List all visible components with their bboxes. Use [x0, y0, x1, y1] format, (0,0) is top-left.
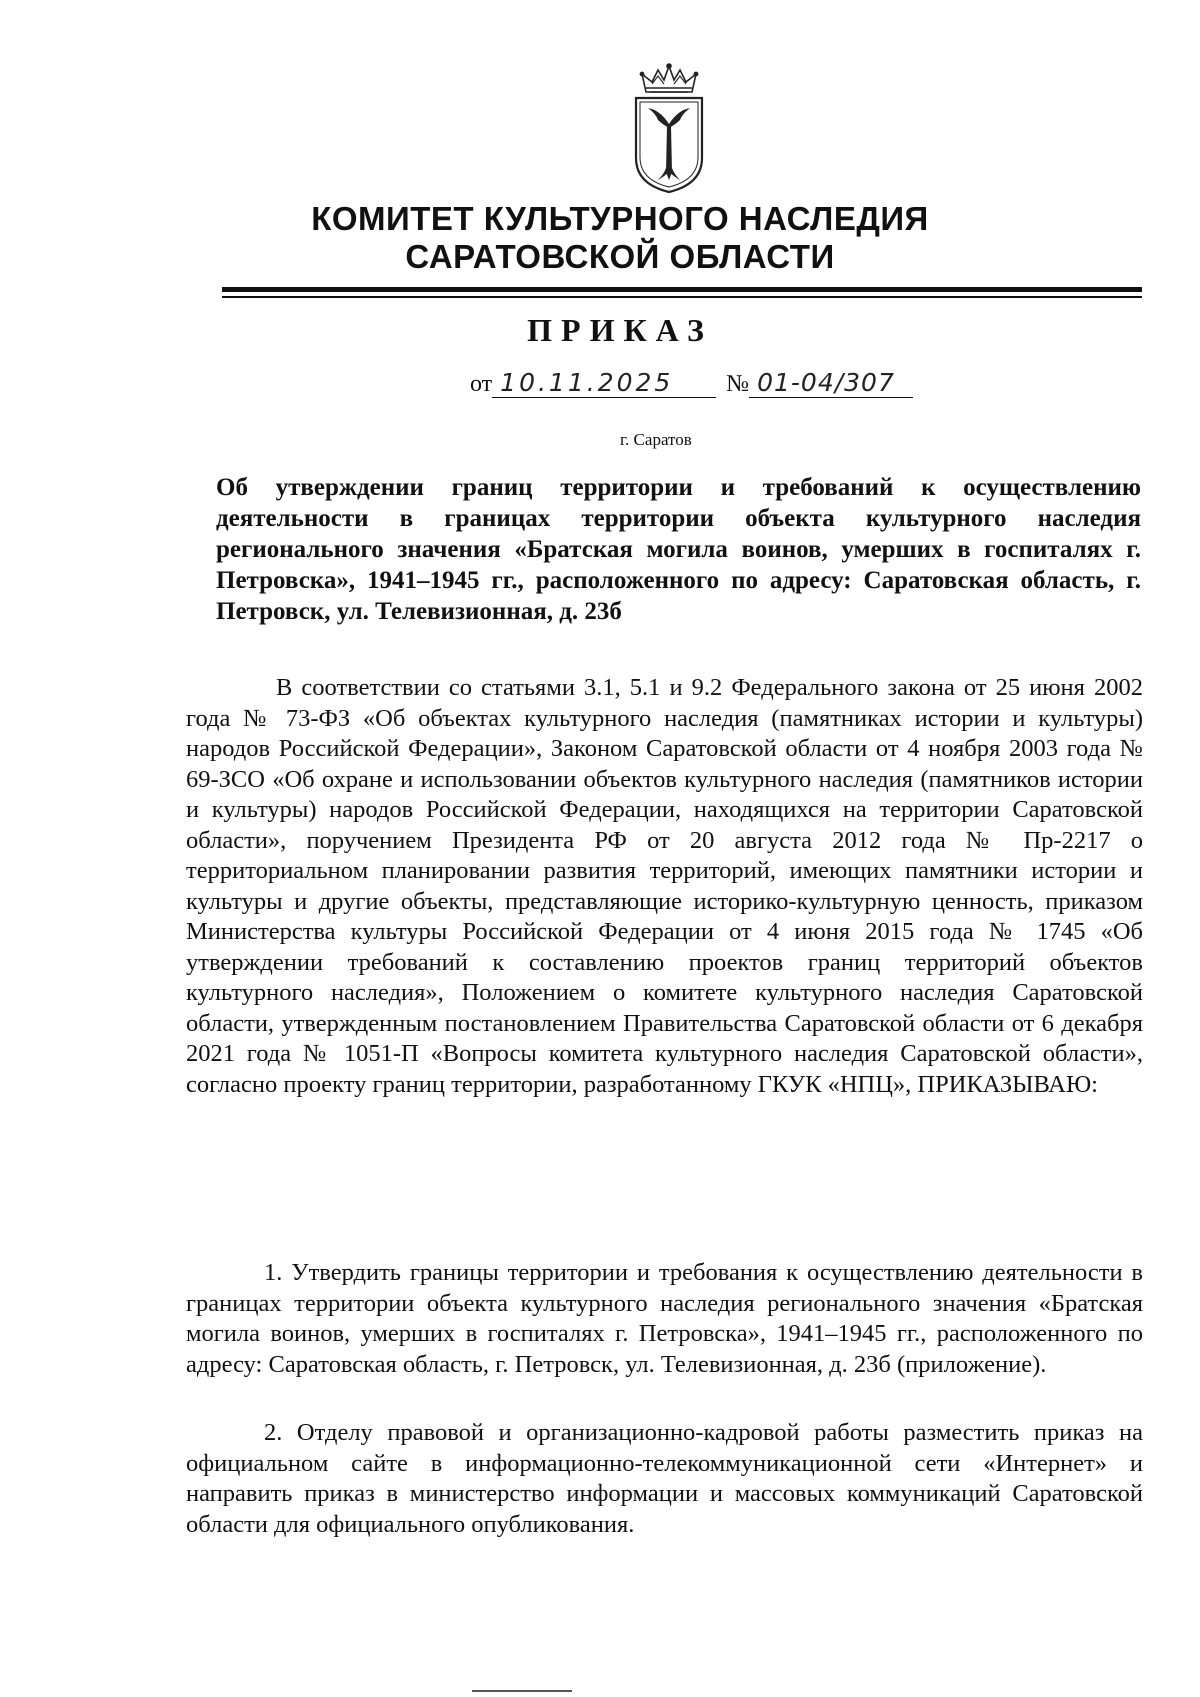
document-type-title: ПРИКАЗ — [527, 312, 713, 348]
header-divider-thin — [222, 296, 1142, 298]
handwritten-date: 10.11.2025 — [492, 368, 716, 398]
order-subject: Об утверждении границ территории и требований к осуществлению деятельности в границах территории объекта культурного наследия регионального значения «Братская могила воинов, умерших в госпиталях г. Петровска», 1941–1945 гг., расположенного по адресу: Саратовская область, г. Петровск, ул. Телевизионная, д. 23б — [216, 474, 1141, 625]
order-item-2: 2. Отделу правовой и организационно-кадровой работы разместить приказ на официальном сайте в информационно-телекоммуникационной сети «Интернет» и направить приказ в министерство информации и массовых коммуникаций Саратовской области для официального опубликования. — [186, 1419, 1143, 1538]
organization-name-line2: САРАТОВСКОЙ ОБЛАСТИ — [405, 238, 835, 275]
order-item-1: 1. Утвердить границы территории и требования к осуществлению деятельности в границах территории объекта культурного наследия регионального значения «Братская могила воинов, умерших в госпиталях г. Петровска», 1941–1945 гг., расположенного по адресу: Саратовская область, г. Петровск, ул. Телевизионная, д. 23б (приложение). — [186, 1259, 1143, 1378]
saratov-coat-of-arms-icon — [628, 62, 710, 194]
preamble-paragraph: В соответствии со статьями 3.1, 5.1 и 9.2 Федерального закона от 25 июня 2002 года № 73-ФЗ «Об объектах культурного наследия (памятниках истории и культуры) народов Российской Федерации», Законом Саратовской области от 4 ноября 2003 года № 69-ЗСО «Об охране и использовании объектов культурного наследия (памятников истории и культуры) народов Российской Федерации, находящихся на территории Саратовской области», поручением Президента РФ от 20 августа 2012 года № Пр-2217 о территориальном планировании развития территорий, имеющих памятники истории и культуры и другие объекты, представляющие историко-культурную ценность, приказом Министерства культуры Российской Федерации от 4 июня 2015 года № 1745 «Об утверждении требований к составлению проектов границ территорий объектов культурного наследия», Положением о комитете культурного наследия Саратовской области, утвержденным постановлением Правительства Саратовской области от 6 декабря 2021 года № 1051-П «Вопросы комитета культурного наследия Саратовской области», согласно проекту границ территории, разработанному ГКУК «НПЦ», ПРИКАЗЫВАЮ: — [186, 674, 1143, 1098]
header-divider-thick — [222, 287, 1142, 292]
handwritten-number: 01-04/307 — [749, 368, 913, 398]
city-name: г. Саратов — [620, 430, 692, 449]
number-prefix: № — [726, 371, 750, 397]
date-prefix: от — [470, 371, 493, 397]
scan-edge-mark — [472, 1690, 572, 1692]
organization-name-line1: КОМИТЕТ КУЛЬТУРНОГО НАСЛЕДИЯ — [311, 200, 929, 237]
date-number-line — [470, 368, 913, 398]
